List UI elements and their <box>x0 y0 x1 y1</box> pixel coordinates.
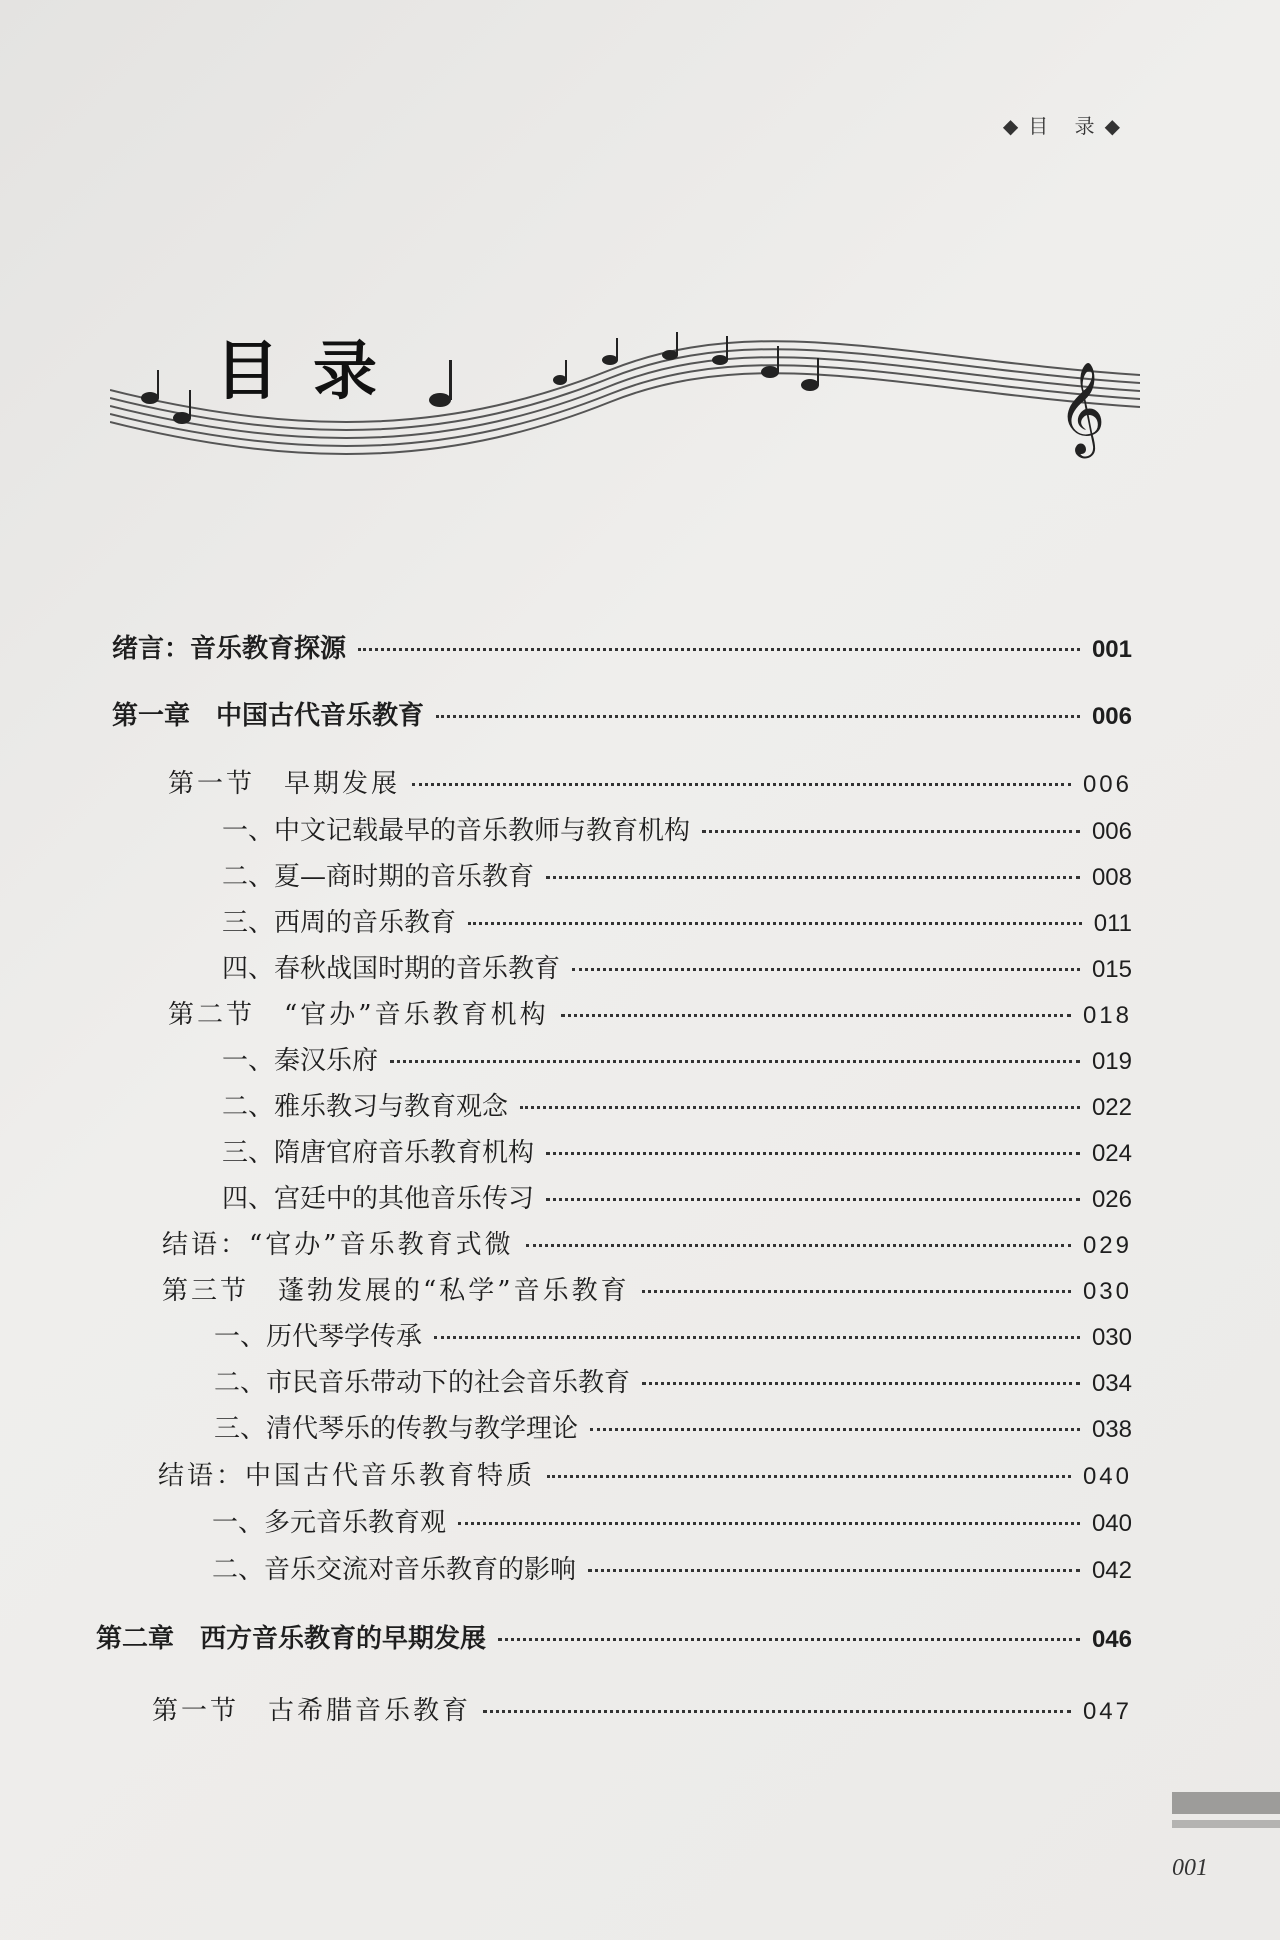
toc-entry-label: 四、春秋战国时期的音乐教育 <box>222 954 561 984</box>
toc-entry-label: 一、历代琴学传承 <box>214 1322 423 1352</box>
toc-entry[interactable] <box>96 1618 1132 1655</box>
toc-entry-page: 030 <box>1091 1324 1132 1351</box>
toc-entry-label: 二、音乐交流对音乐教育的影响 <box>212 1555 577 1585</box>
running-head: ◆目 录◆ <box>1002 114 1130 138</box>
toc-entry-page: 006 <box>1091 703 1132 730</box>
toc-entry-label: 一、多元音乐教育观 <box>212 1508 447 1538</box>
toc-entry[interactable] <box>222 948 1132 985</box>
toc-leader <box>588 1569 1080 1572</box>
toc-leader <box>526 1244 1071 1247</box>
toc-leader <box>590 1428 1080 1431</box>
toc-entry-label: 三、西周的音乐教育 <box>222 908 457 938</box>
toc-entry-page: 001 <box>1091 636 1132 663</box>
toc-entry-page: 006 <box>1091 818 1132 845</box>
toc-entry-label: 一、中文记载最早的音乐教师与教育机构 <box>222 816 691 846</box>
toc-leader <box>546 1198 1080 1201</box>
toc-entry-label: 二、市民音乐带动下的社会音乐教育 <box>214 1368 631 1398</box>
toc-leader <box>547 1475 1071 1478</box>
toc-entry-page: 040 <box>1082 1463 1132 1490</box>
toc-entry[interactable] <box>168 994 1132 1031</box>
toc-entry-label: 第三节 蓬勃发展的“私学”音乐教育 <box>162 1276 630 1306</box>
toc-entry-page: 015 <box>1091 956 1132 983</box>
toc-entry-page: 042 <box>1091 1557 1132 1584</box>
toc-entry[interactable] <box>222 810 1132 847</box>
toc-entry[interactable] <box>222 856 1132 893</box>
toc-leader <box>642 1382 1080 1385</box>
toc-entry-page: 011 <box>1093 910 1132 937</box>
toc-entry-label: 第一章 中国古代音乐教育 <box>112 701 425 731</box>
toc-entry-page: 019 <box>1091 1048 1132 1075</box>
toc-entry-label: 结语：中国古代音乐教育特质 <box>158 1461 536 1491</box>
toc-leader <box>358 648 1080 651</box>
toc-leader <box>498 1638 1080 1641</box>
toc-entry[interactable] <box>112 695 1132 732</box>
toc-entry-page: 022 <box>1091 1094 1132 1121</box>
toc-entry-label: 三、清代琴乐的传教与教学理论 <box>214 1414 579 1444</box>
toc-entry-page: 008 <box>1091 864 1132 891</box>
toc-entry[interactable] <box>222 902 1132 939</box>
toc-entry[interactable] <box>222 1132 1132 1169</box>
toc-entry[interactable] <box>168 763 1132 800</box>
toc-entry[interactable] <box>162 1270 1132 1307</box>
footer-decoration-line <box>1172 1820 1280 1828</box>
toc-entry[interactable] <box>214 1362 1132 1399</box>
toc-entry-label: 第一节 古希腊音乐教育 <box>152 1696 472 1726</box>
toc-entry[interactable] <box>162 1224 1132 1261</box>
toc-leader <box>546 876 1080 879</box>
toc-entry-label: 结语：“官办”音乐教育式微 <box>162 1230 514 1260</box>
toc-leader <box>572 968 1080 971</box>
toc-entry[interactable] <box>212 1502 1132 1539</box>
toc-leader <box>483 1710 1071 1713</box>
toc-entry-page: 006 <box>1082 771 1132 798</box>
svg-text:𝄞: 𝄞 <box>1058 361 1106 454</box>
toc-entry-label: 第二章 西方音乐教育的早期发展 <box>96 1624 487 1654</box>
toc-title: 目录 <box>215 335 411 409</box>
toc-entry-page: 030 <box>1082 1278 1132 1305</box>
toc-entry-label: 四、宫廷中的其他音乐传习 <box>222 1184 535 1214</box>
footer-decoration-bar <box>1172 1792 1280 1814</box>
toc-entry-label: 第一节 早期发展 <box>168 769 401 799</box>
toc-entry[interactable] <box>214 1408 1132 1445</box>
toc-entry[interactable] <box>222 1178 1132 1215</box>
toc-entry-page: 047 <box>1082 1698 1132 1725</box>
toc-entry-label: 第二节 “官办”音乐教育机构 <box>168 1000 549 1030</box>
toc-entry-label: 绪言：音乐教育探源 <box>112 634 347 664</box>
toc-entry-label: 二、夏—商时期的音乐教育 <box>222 862 535 892</box>
toc-leader <box>390 1060 1080 1063</box>
toc-leader <box>434 1336 1080 1339</box>
toc-entry-page: 038 <box>1091 1416 1132 1443</box>
toc-leader <box>546 1152 1080 1155</box>
toc-entry-page: 046 <box>1091 1626 1132 1653</box>
toc-entry-label: 一、秦汉乐府 <box>222 1046 379 1076</box>
toc-leader <box>412 783 1071 786</box>
toc-entry-page: 034 <box>1091 1370 1132 1397</box>
toc-entry[interactable] <box>222 1086 1132 1123</box>
toc-entry-page: 040 <box>1091 1510 1132 1537</box>
toc-entry-page: 018 <box>1082 1002 1132 1029</box>
toc-entry-page: 024 <box>1091 1140 1132 1167</box>
toc-leader <box>561 1014 1071 1017</box>
toc-entry-page: 029 <box>1082 1232 1132 1259</box>
toc-entry-label: 二、雅乐教习与教育观念 <box>222 1092 509 1122</box>
toc-entry[interactable] <box>158 1455 1132 1492</box>
toc-leader <box>436 715 1080 718</box>
toc-leader <box>642 1290 1071 1293</box>
toc-entry-label: 三、隋唐官府音乐教育机构 <box>222 1138 535 1168</box>
toc-entry[interactable] <box>152 1690 1132 1727</box>
toc-entry[interactable] <box>214 1316 1132 1353</box>
toc-entry[interactable] <box>112 628 1132 665</box>
toc-entry-page: 026 <box>1091 1186 1132 1213</box>
toc-entry[interactable] <box>222 1040 1132 1077</box>
page-number: 001 <box>1172 1855 1208 1881</box>
toc-entry[interactable] <box>212 1549 1132 1586</box>
toc-leader <box>458 1522 1080 1525</box>
toc-leader <box>468 922 1082 925</box>
toc-leader <box>520 1106 1080 1109</box>
toc-leader <box>702 830 1080 833</box>
